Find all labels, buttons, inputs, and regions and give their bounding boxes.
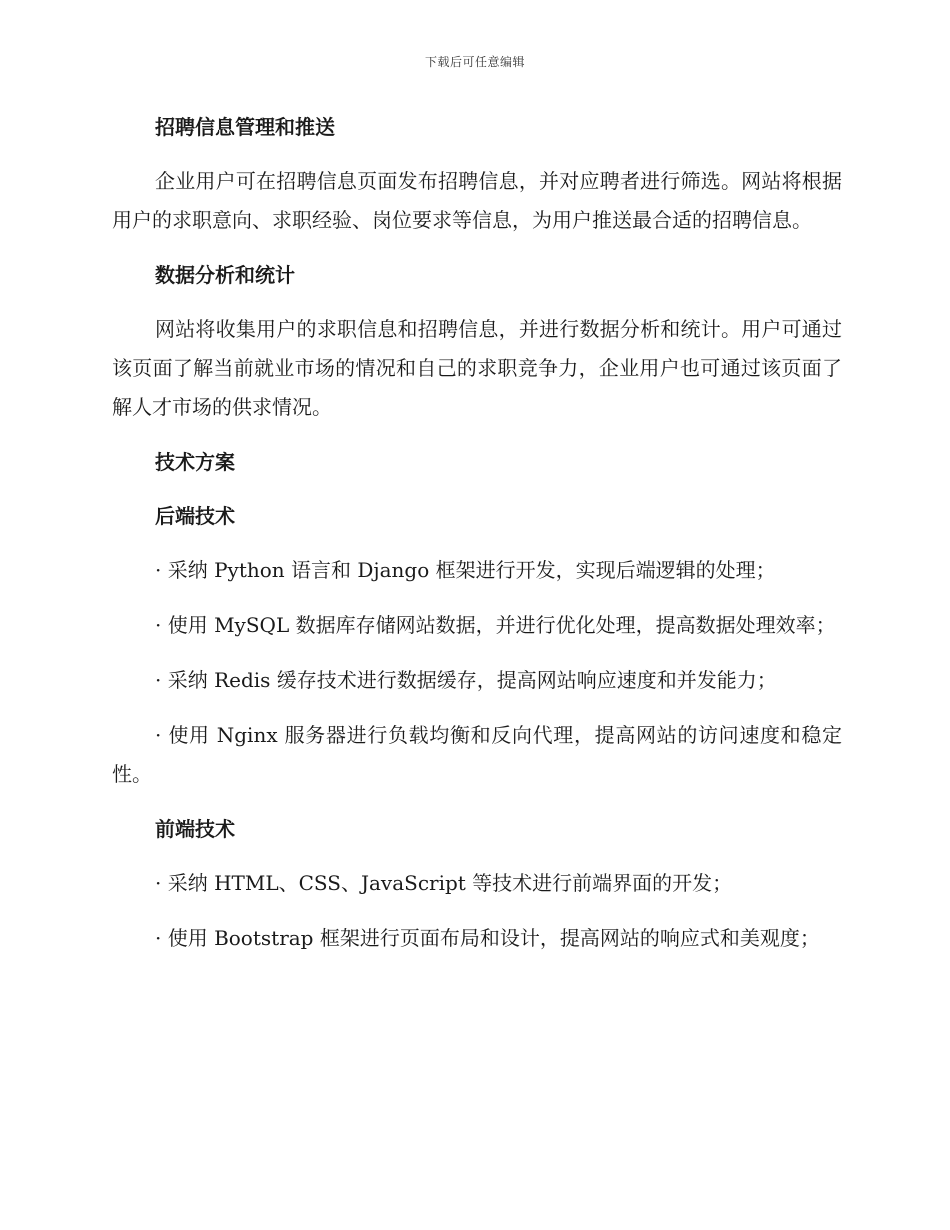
bullet-mysql: · 使用 MySQL 数据库存储网站数据，并进行优化处理，提高数据处理效率； (155, 613, 836, 637)
paragraph-recruitment: 企业用户可在招聘信息页面发布招聘信息，并对应聘者进行筛选。网站将根据用户的求职意向、求职经验、岗位要求等信息，为用户推送最合适的招聘信息。 (112, 169, 842, 232)
section-heading-analytics: 数据分析和统计 (155, 263, 295, 287)
bullet-html-css-js: · 采纳 HTML、CSS、JavaScript 等技术进行前端界面的开发； (155, 871, 733, 895)
bullet-nginx: · 使用 Nginx 服务器进行负载均衡和反向代理，提高网站的访问速度和稳定性。 (112, 723, 842, 786)
section-heading-recruitment: 招聘信息管理和推送 (155, 115, 335, 139)
section-heading-backend: 后端技术 (155, 504, 235, 528)
section-heading-frontend: 前端技术 (155, 817, 235, 841)
page-header: 下载后可任意编辑 (424, 55, 525, 69)
bullet-redis: · 采纳 Redis 缓存技术进行数据缓存，提高网站响应速度和并发能力； (155, 668, 777, 692)
section-heading-tech-plan: 技术方案 (155, 450, 235, 474)
bullet-python-django: · 采纳 Python 语言和 Django 框架进行开发，实现后端逻辑的处理； (155, 558, 776, 582)
document-body (112, 108, 842, 974)
bullet-bootstrap: · 使用 Bootstrap 框架进行页面布局和设计，提高网站的响应式和美观度； (155, 926, 820, 950)
paragraph-analytics: 网站将收集用户的求职信息和招聘信息，并进行数据分析和统计。用户可通过该页面了解当前就业市场的情况和自己的求职竞争力，企业用户也可通过该页面了解人才市场的供求情况。 (112, 317, 842, 419)
